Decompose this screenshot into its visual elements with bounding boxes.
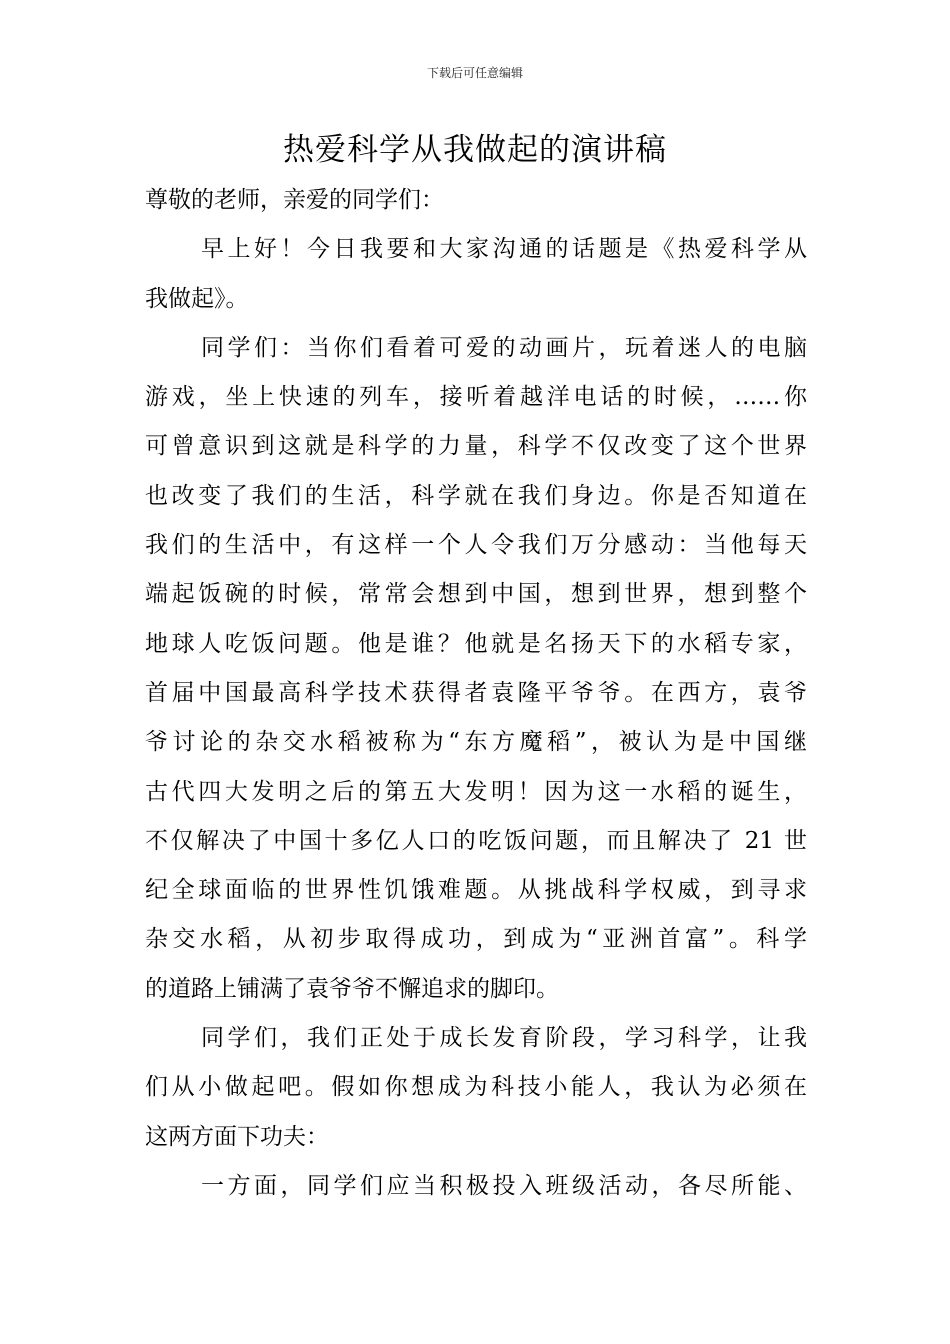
text-line: 端起饭碗的时候，常常会想到中国，想到世界，想到整个 xyxy=(145,581,807,608)
text-line: 这两方面下功夫： xyxy=(145,1123,329,1150)
text-line: 尊敬的老师，亲爱的同学们： xyxy=(145,187,444,213)
text-line: 我们的生活中，有这样一个人令我们万分感动：当他每天 xyxy=(145,532,807,559)
text-line: 杂交水稻，从初步取得成功，到成为“亚洲首富”。科学 xyxy=(145,926,807,953)
text-line: 纪全球面临的世界性饥饿难题。从挑战科学权威，到寻求 xyxy=(145,877,807,904)
text-line: 们从小做起吧。假如你想成为科技小能人，我认为必须在 xyxy=(145,1074,807,1101)
text-line: 地球人吃饭问题。他是谁？他就是名扬天下的水稻专家， xyxy=(145,630,807,657)
paragraph-story xyxy=(145,324,807,1014)
paragraph-greeting xyxy=(145,176,807,225)
text-line: 游戏，坐上快速的列车，接听着越洋电话的时候，……你 xyxy=(145,384,807,411)
document-body xyxy=(145,176,807,1211)
text-line: 爷讨论的杂交水稻被称为“东方魔稻”，被认为是中国继 xyxy=(145,729,807,756)
header-note: 下载后可任意编辑 xyxy=(426,66,523,80)
text-line: 同学们：当你们看着可爱的动画片，玩着迷人的电脑 xyxy=(201,334,807,361)
paragraph-first-aspect xyxy=(145,1162,807,1211)
text-line: 首届中国最高科学技术获得者袁隆平爷爷。在西方，袁爷 xyxy=(145,679,807,706)
text-line: 我做起》。 xyxy=(145,285,249,312)
paragraph-intro xyxy=(145,225,807,324)
text-line: 一方面，同学们应当积极投入班级活动，各尽所能、 xyxy=(201,1172,807,1199)
text-line: 的道路上铺满了袁爷爷不懈追求的脚印。 xyxy=(145,975,559,1002)
text-line: 不仅解决了中国十多亿人口的吃饭问题，而且解决了 21 世 xyxy=(145,827,807,854)
text-line: 可曾意识到这就是科学的力量，科学不仅改变了这个世界 xyxy=(145,433,807,460)
text-line: 早上好！今日我要和大家沟通的话题是《热爱科学从 xyxy=(201,236,807,263)
text-line: 古代四大发明之后的第五大发明！因为这一水稻的诞生， xyxy=(145,778,807,805)
text-line: 也改变了我们的生活，科学就在我们身边。你是否知道在 xyxy=(145,482,807,509)
paragraph-advice xyxy=(145,1014,807,1162)
text-line: 同学们，我们正处于成长发育阶段，学习科学，让我 xyxy=(201,1025,807,1052)
document-title: 热爱科学从我做起的演讲稿 xyxy=(283,132,667,168)
